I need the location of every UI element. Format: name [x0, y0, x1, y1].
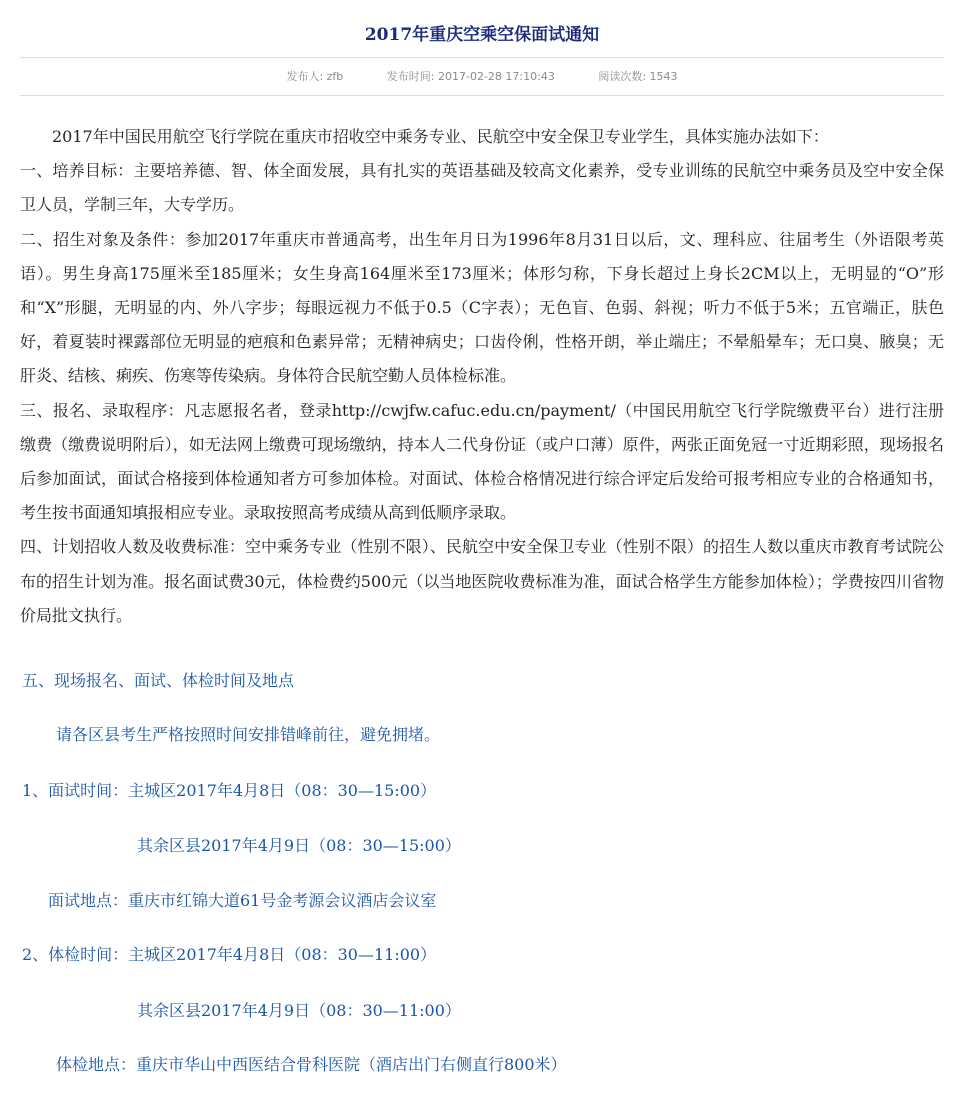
section-4-paragraph: 四、计划招收人数及收费标准：空中乘务专业（性别不限）、民航空中安全保卫专业（性别不限）的招生人数以重庆市教育考试院公布的招生计划为准。报名面试费30元，体检费约500元（以当地医院收费标准为准，面试合格学生方能参加体检）；学费按四川省物价局批文执行。 — [20, 537, 944, 625]
exam-place: 体检地点：重庆市华山中西医结合骨科医院（酒店出门右侧直行800米） — [56, 1055, 567, 1074]
section-1-paragraph: 一、培养目标：主要培养德、智、体全面发展，具有扎实的英语基础及较高文化素养，受专业训练的民航空中乘务员及空中安全保卫人员，学制三年，大专学历。 — [20, 161, 944, 215]
article-body — [20, 120, 944, 633]
exam-time-other: 其余区县2017年4月9日（08：30—11:00） — [137, 1001, 461, 1020]
intro-paragraph: 2017年中国民用航空飞行学院在重庆市招收空中乘务专业、民航空中安全保卫专业学生，具体实施办法如下： — [52, 127, 829, 146]
read-count-text: 阅读次数: 1543 — [598, 70, 678, 83]
section-2-paragraph: 二、招生对象及条件：参加2017年重庆市普通高考，出生年月日为1996年8月31日以后，文、理科应、往届考生（外语限考英语）。男生身高175厘米至185厘米；女生身高164厘米至173厘米；体形匀称，下身长超过上身长2CM以上，无明显的“O”形和“X”形腿，无明显的内、外八字步；每眼远视力不低于0.5（C字表）；无色盲、色弱、斜视；听力不低于5米；五官端正，肤色好，着夏装时裸露部位无明显的疤痕和色素异常；无精神病史；口齿伶俐，性格开朗，举止端庄；不晕船晕车；无口臭、腋臭；无肝炎、结核、痢疾、伤寒等传染病。身体符合民航空勤人员体检标准。 — [20, 229, 944, 386]
interview-time-other: 其余区县2017年4月9日（08：30—15:00） — [137, 836, 461, 855]
section-3-paragraph: 三、报名、录取程序：凡志愿报名者，登录http://cwjfw.cafuc.edu.cn/payment/（中国民用航空飞行学院缴费平台）进行注册缴费（缴费说明附后），如无法网上缴费可现场缴纳，持本人二代身份证（或户口薄）原件，两张正面免冠一寸近期彩照，现场报名后参加面试，面试合格接到体检通知者方可参加体检。对面试、体检合格情况进行综合评定后发给可报考相应专业的合格通知书，考生按书面通知填报相应专业。录取按照高考成绩从高到低顺序录取。 — [20, 400, 944, 523]
article-meta — [0, 68, 964, 84]
interview-time-main: 1、面试时间：主城区2017年4月8日（08：30—15:00） — [22, 781, 437, 800]
meta-divider — [20, 95, 944, 96]
interview-place: 面试地点：重庆市红锦大道61号金考源会议酒店会议室 — [48, 891, 437, 910]
article-title: 2017年重庆空乘空保面试通知 — [364, 25, 600, 45]
publisher-text: 发布人: zfb — [286, 70, 344, 83]
crowd-note: 请各区县考生严格按照时间安排错峰前往，避免拥堵。 — [56, 725, 441, 744]
exam-time-main: 2、体检时间：主城区2017年4月8日（08：30—11:00） — [22, 945, 437, 964]
publish-time-text: 发布时间: 2017-02-28 17:10:43 — [386, 70, 555, 83]
section-5-heading: 五、现场报名、面试、体检时间及地点 — [22, 671, 295, 690]
title-divider — [20, 57, 944, 58]
